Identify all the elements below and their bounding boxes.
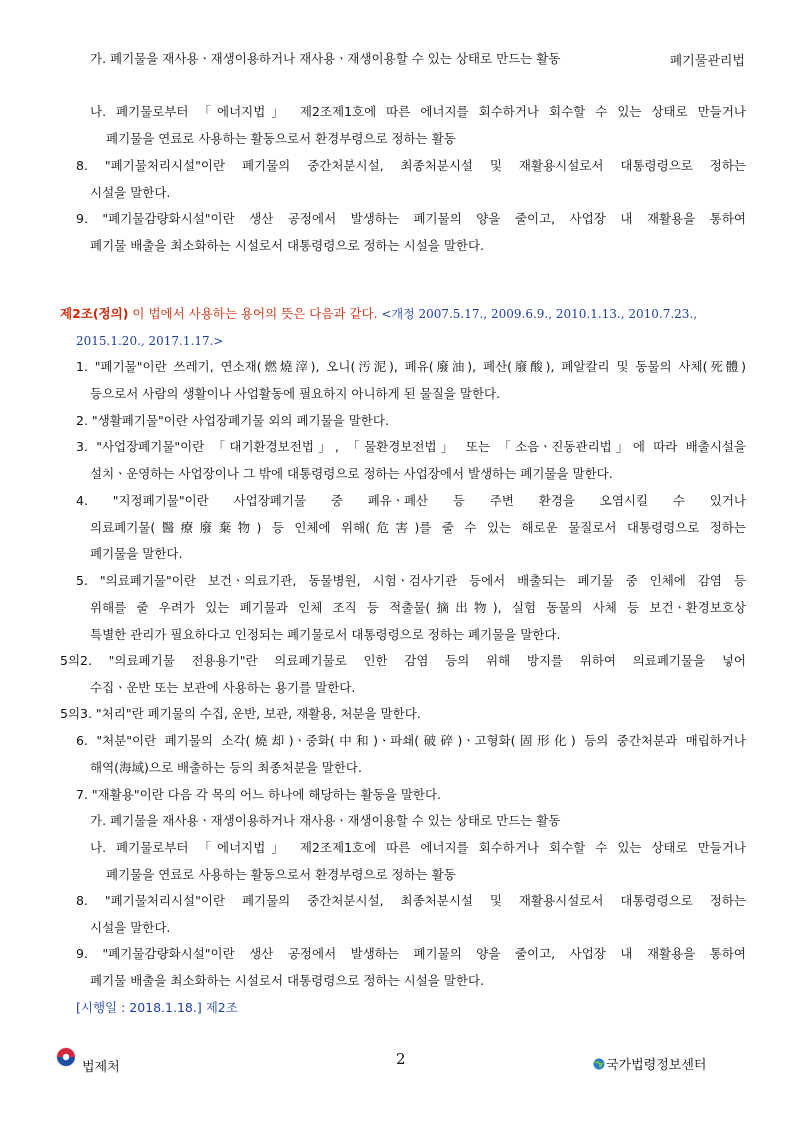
footer-law-center-label: 국가법령정보센터 xyxy=(606,1058,707,1073)
text-line: 2. "생활폐기물"이란 사업장폐기물 외의 폐기물을 말한다. xyxy=(76,413,389,428)
amendment-dates: <개정 2007.5.17., 2009.6.9., 2010.1.13., 2010.7.23., xyxy=(377,307,698,321)
text-line: 9. "폐기물감량화시설"이란 생산 공정에서 발생하는 폐기물의 양을 줄이고, 사업장 내 재활용을 통하여 xyxy=(76,946,746,961)
text-line: 가. 폐기물을 재사용ㆍ재생이용하거나 재사용ㆍ재생이용할 수 있는 상태로 만드는 활동 xyxy=(90,813,561,828)
text-line: 8. "폐기물처리시설"이란 폐기물의 중간처분시설, 최종처분시설 및 재활용시설로서 대통령령으로 정하는 xyxy=(76,158,746,173)
footer-moleg-label: 법제처 xyxy=(82,1060,120,1075)
text-line: 가. 폐기물을 재사용ㆍ재생이용하거나 재사용ㆍ재생이용할 수 있는 상태로 만드는 활동 xyxy=(90,51,561,66)
text-line: 8. "폐기물처리시설"이란 폐기물의 중간처분시설, 최종처분시설 및 재활용시설로서 대통령령으로 정하는 xyxy=(76,893,746,908)
text-line: 4. "지정폐기물"이란 사업장폐기물 중 폐유ㆍ폐산 등 주변 환경을 오염시킬 수 있거나 xyxy=(76,493,746,508)
globe-icon xyxy=(593,1058,605,1070)
text-line: 9. "폐기물감량화시설"이란 생산 공정에서 발생하는 폐기물의 양을 줄이고, 사업장 내 재활용을 통하여 xyxy=(76,211,746,226)
article-title: 제2조(정의) xyxy=(60,306,129,321)
footer-right xyxy=(593,1054,706,1073)
page-number: 2 xyxy=(396,1050,406,1068)
text-line: 폐기물을 연료로 사용하는 활동으로서 환경부령으로 정하는 활동 xyxy=(106,867,456,882)
text-line: 수집ㆍ운반 또는 보관에 사용하는 용기를 말한다. xyxy=(90,680,356,695)
text-line: 해역(海域)으로 배출하는 등의 최종처분을 말한다. xyxy=(90,760,362,775)
text-line: 5의3. "처리"란 폐기물의 수집, 운반, 보관, 재활용, 처분을 말한다. xyxy=(60,706,421,721)
effective-date-note: [시행일 : 2018.1.18.] 제2조 xyxy=(76,1000,238,1015)
text-line: 위해를 줄 우려가 있는 폐기물과 인체 조직 등 적출물(摘出物), 실험 동물의 사체 등 보건ㆍ환경보호상 xyxy=(90,600,746,615)
text-line: 5의2. "의료폐기물 전용용기"란 의료폐기물로 인한 감염 등의 위해 방지를 위하여 의료폐기물을 넣어 xyxy=(60,653,746,668)
text-line: 7. "재활용"이란 다음 각 목의 어느 하나에 해당하는 활동을 말한다. xyxy=(76,787,442,802)
text-line: 특별한 관리가 필요하다고 인정되는 폐기물로서 대통령령으로 정하는 폐기물을 말한다. xyxy=(90,627,561,642)
text-line: 시설을 말한다. xyxy=(90,185,171,200)
text-line: 6. "처분"이란 폐기물의 소각(燒却)ㆍ중화(中和)ㆍ파쇄(破碎)ㆍ고형화(固形化) 등의 중간처분과 매립하거나 xyxy=(76,733,746,748)
text-line: 5. "의료폐기물"이란 보건ㆍ의료기관, 동물병원, 시험ㆍ검사기관 등에서 배출되는 폐기물 중 인체에 감염 등 xyxy=(76,573,746,588)
text-line: 3. "사업장폐기물"이란 「대기환경보전법」, 「물환경보전법」 또는 「소음ㆍ진동관리법」에 따라 배출시설을 xyxy=(76,439,746,454)
text-line: 1. "폐기물"이란 쓰레기, 연소재(燃燒滓), 오니(汚泥), 폐유(廢油), 폐산(廢酸), 폐알칼리 및 동물의 사체(死體) xyxy=(76,359,746,374)
text-line: 폐기물 배출을 최소화하는 시설로서 대통령령으로 정하는 시설을 말한다. xyxy=(90,238,485,253)
text-line: 폐기물을 말한다. xyxy=(90,546,183,561)
text-line: 설치ㆍ운영하는 사업장이나 그 밖에 대통령령으로 정하는 사업장에서 발생하는 폐기물을 말한다. xyxy=(90,466,613,481)
article-heading xyxy=(60,306,697,322)
page-header-law-name: 폐기물관리법 xyxy=(669,54,745,69)
moleg-logo-icon xyxy=(56,1047,76,1067)
text-line: 등으로서 사람의 생활이나 사업활동에 필요하지 아니하게 된 물질을 말한다. xyxy=(90,386,501,401)
text-line: 폐기물 배출을 최소화하는 시설로서 대통령령으로 정하는 시설을 말한다. xyxy=(90,973,485,988)
text-line: 의료폐기물(醫療廢棄物) 등 인체에 위해(危害)를 줄 수 있는 해로운 물질로서 대통령령으로 정하는 xyxy=(90,520,746,535)
article-lead: 이 법에서 사용하는 용어의 뜻은 다음과 같다. xyxy=(128,306,378,321)
text-line: 시설을 말한다. xyxy=(90,920,171,935)
amendment-dates-cont: 2015.1.20., 2017.1.17.> xyxy=(76,334,224,348)
text-line: 나. 폐기물로부터 「에너지법」 제2조제1호에 따른 에너지를 회수하거나 회수할 수 있는 상태로 만들거나 xyxy=(90,840,746,855)
text-line: 나. 폐기물로부터 「에너지법」 제2조제1호에 따른 에너지를 회수하거나 회수할 수 있는 상태로 만들거나 xyxy=(90,104,746,119)
text-line: 폐기물을 연료로 사용하는 활동으로서 환경부령으로 정하는 활동 xyxy=(106,131,456,146)
